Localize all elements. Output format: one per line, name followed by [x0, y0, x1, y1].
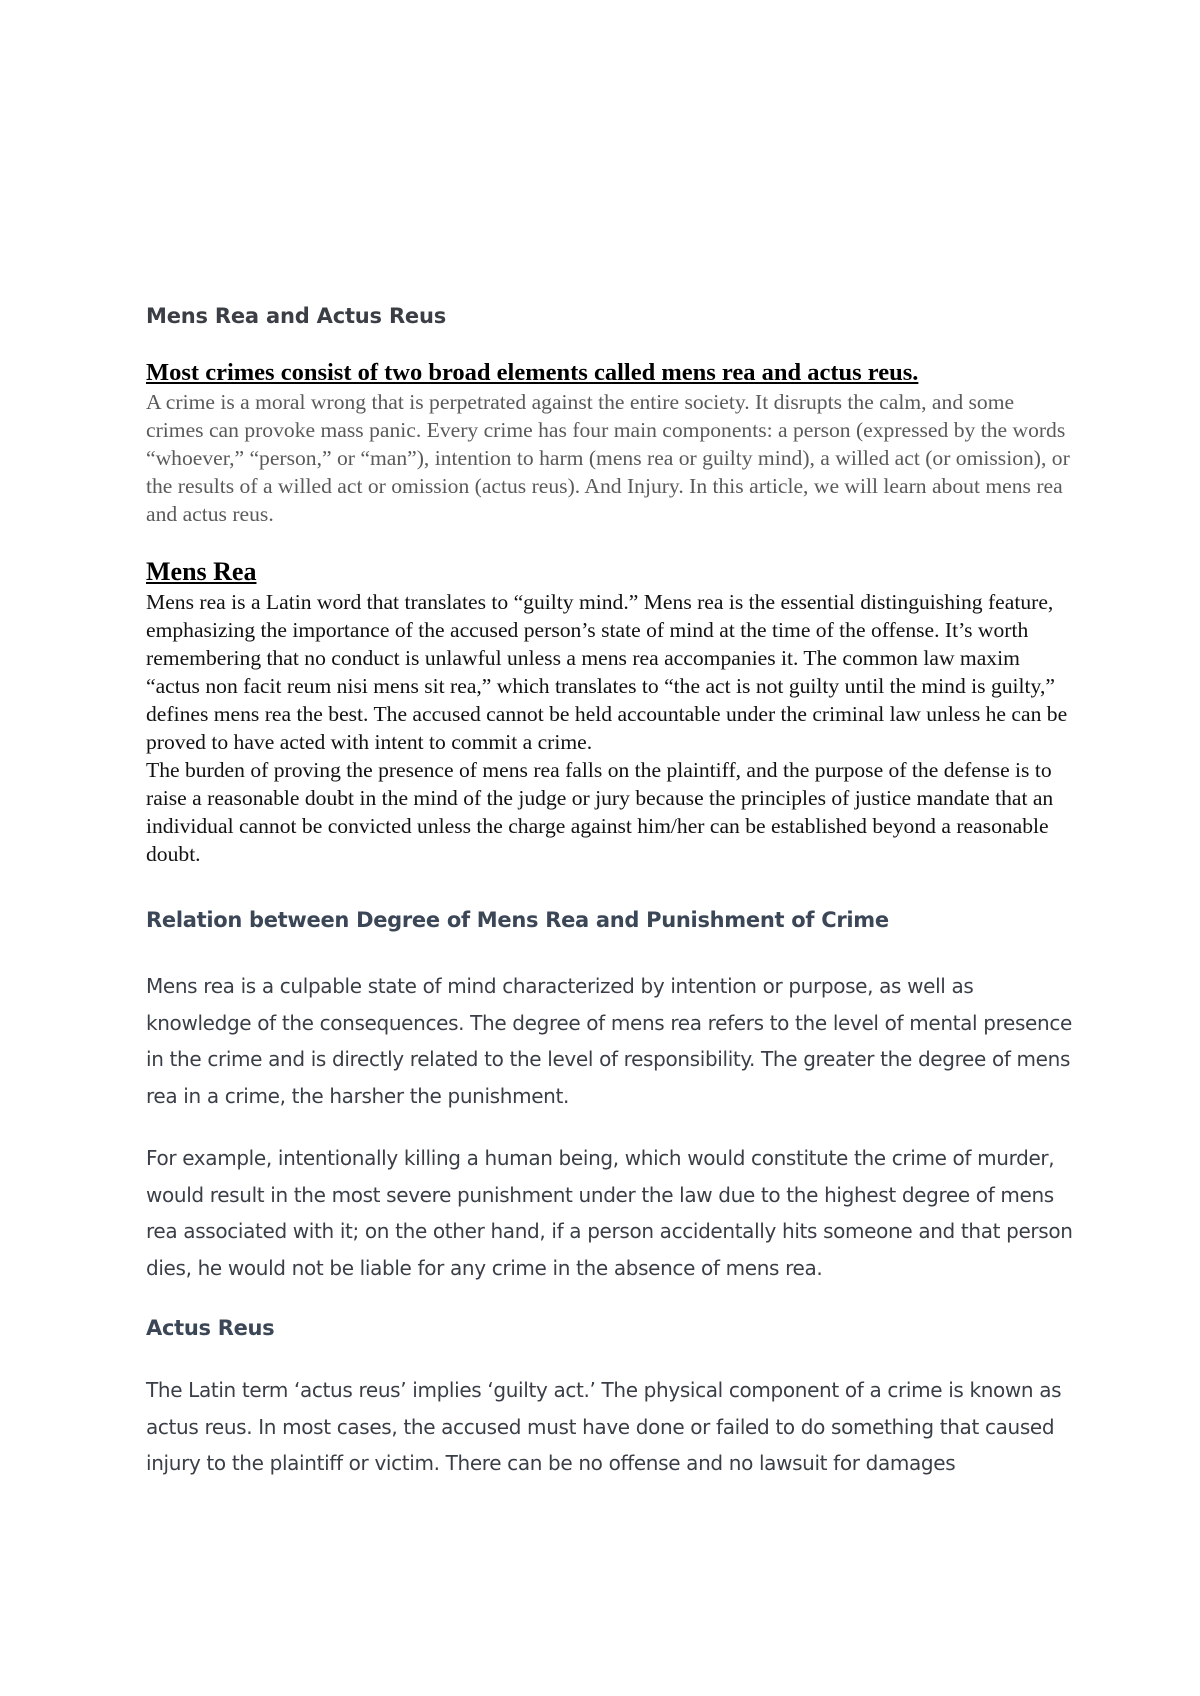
relation-heading: Relation between Degree of Mens Rea and Punishment of Crime: [146, 908, 889, 932]
document-body: [146, 296, 1076, 1482]
intro-heading: Most crimes consist of two broad elements called mens rea and actus reus.: [146, 359, 919, 386]
actus-reus-paragraph-1: The Latin term ‘actus reus’ implies ‘guilty act.’ The physical component of a crime is known as actus reus. In most cases, the accused must have done or failed to do something that caused injury to the plaintiff or victim. There can be no offense and no lawsuit for damages: [146, 1378, 1062, 1475]
relation-paragraph-2: For example, intentionally killing a human being, which would constitute the crime of murder, would result in the most severe punishment under the law due to the highest degree of mens rea associated with it; on the other hand, if a person accidentally hits someone and that person dies, he would not be liable for any crime in the absence of mens rea.: [146, 1146, 1073, 1280]
mens-rea-paragraph-1: Mens rea is a Latin word that translates to “guilty mind.” Mens rea is the essential distinguishing feature, emphasizing the importance of the accused person’s state of mind at the time of the offense. It’s worth remembering that no conduct is unlawful unless a mens rea accompanies it. The common law maxim “actus non facit reum nisi mens sit rea,” which translates to “the act is not guilty until the mind is guilty,” defines mens rea the best. The accused cannot be held accountable under the criminal law unless he can be proved to have acted with intent to commit a crime.: [146, 590, 1068, 754]
mens-rea-heading: Mens Rea: [146, 557, 257, 586]
intro-paragraph: A crime is a moral wrong that is perpetrated against the entire society. It disrupts the calm, and some crimes can provoke mass panic. Every crime has four main components: a person (expressed by the words “whoever,” “person,” or “man”), intention to harm (mens rea or guilty mind), a willed act (or omission), or the results of a willed act or omission (actus reus). And Injury. In this article, we will learn about mens rea and actus reus.: [146, 390, 1070, 526]
mens-rea-paragraph-2: The burden of proving the presence of mens rea falls on the plaintiff, and the purpose of the defense is to raise a reasonable doubt in the mind of the judge or jury because the principles of justice mandate that an individual cannot be convicted unless the charge against him/her can be established beyond a reasonable doubt.: [146, 758, 1054, 866]
document-title: Mens Rea and Actus Reus: [146, 304, 447, 328]
actus-reus-heading: Actus Reus: [146, 1316, 275, 1340]
relation-paragraph-1: Mens rea is a culpable state of mind characterized by intention or purpose, as well as knowledge of the consequences. The degree of mens rea refers to the level of mental presence in the crime and is directly related to the level of responsibility. The greater the degree of mens rea in a crime, the harsher the punishment.: [146, 974, 1072, 1108]
